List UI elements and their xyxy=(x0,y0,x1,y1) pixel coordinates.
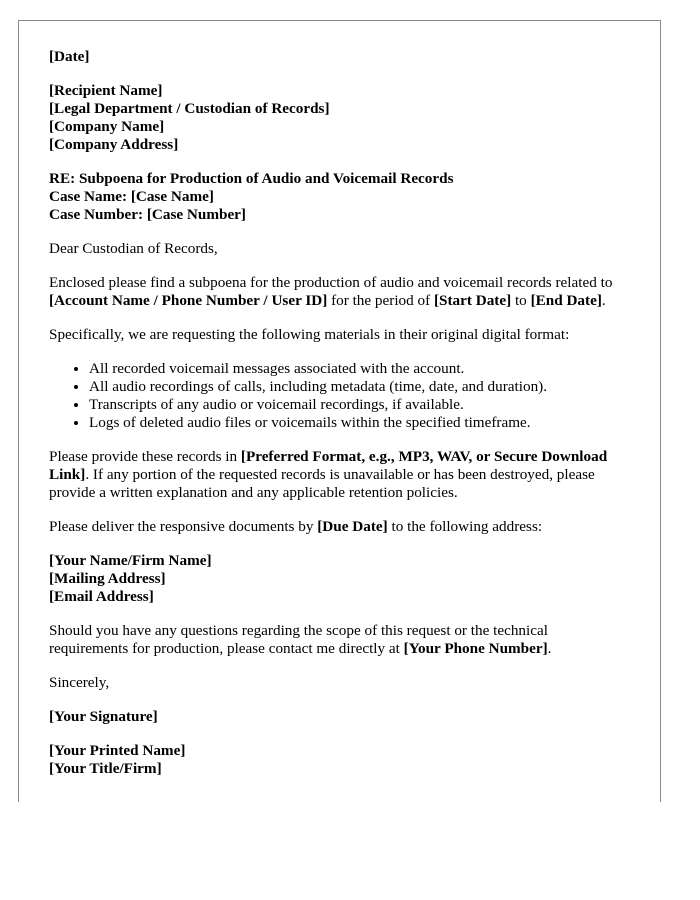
recipient-company: [Company Name] xyxy=(49,118,165,135)
sender-name: [Your Name/Firm Name] xyxy=(49,552,212,569)
case-number: Case Number: [Case Number] xyxy=(49,206,246,223)
sender-address-block xyxy=(49,552,630,606)
letter-page xyxy=(18,20,661,802)
list-item: • All recorded voicemail messages associated with the account. xyxy=(89,360,630,378)
list-item: • Transcripts of any audio or voicemail recordings, if available. xyxy=(89,396,630,414)
signer-block xyxy=(49,742,630,778)
recipient-department: [Legal Department / Custodian of Records] xyxy=(49,100,330,117)
para4-text-2: to the following address: xyxy=(387,518,543,535)
case-name: Case Name: [Case Name] xyxy=(49,188,214,205)
list-item: • Logs of deleted audio files or voicemails within the specified timeframe. xyxy=(89,414,630,432)
re-subject: RE: Subpoena for Production of Audio and Voicemail Records xyxy=(49,170,454,187)
para3-text-1: Please provide these records in xyxy=(49,448,241,465)
closing: Sincerely, xyxy=(49,674,110,691)
paragraph-deliver xyxy=(49,518,630,536)
para5-text-2: . xyxy=(547,640,552,657)
para1-text-3: to xyxy=(511,292,531,309)
due-date-placeholder: [Due Date] xyxy=(317,518,388,535)
requested-materials-list xyxy=(49,360,630,432)
recipient-address: [Company Address] xyxy=(49,136,179,153)
para4-text-1: Please deliver the responsive documents by xyxy=(49,518,318,535)
date-line xyxy=(49,48,630,66)
signature-line xyxy=(49,708,630,726)
re-block xyxy=(49,170,630,224)
paragraph-enclosed xyxy=(49,274,630,310)
para1-text-4: . xyxy=(601,292,606,309)
paragraph-specifically: Specifically, we are requesting the following materials in their original digital format: xyxy=(49,326,570,343)
start-date-placeholder: [Start Date] xyxy=(433,292,512,309)
account-placeholder: [Account Name / Phone Number / User ID] xyxy=(49,292,328,309)
date-text: [Date] xyxy=(49,48,90,65)
para1-text-1: Enclosed please find a subpoena for the production of audio and voicemail records related to xyxy=(49,274,613,291)
format-placeholder: [Preferred Format, e.g., MP3, WAV, or Secure Download Link] xyxy=(49,448,608,483)
para5-text-1: Should you have any questions regarding the scope of this request or the technical requirements for production, please contact me directly at xyxy=(49,622,548,657)
phone-placeholder: [Your Phone Number] xyxy=(403,640,548,657)
recipient-block xyxy=(49,82,630,154)
salutation: Dear Custodian of Records, xyxy=(49,240,218,257)
para1-text-2: for the period of xyxy=(327,292,434,309)
printed-name: [Your Printed Name] xyxy=(49,742,186,759)
para3-text-2: . If any portion of the requested records is unavailable or has been destroyed, please provide a written explanation and any applicable retention policies. xyxy=(49,466,595,501)
sender-mailing: [Mailing Address] xyxy=(49,570,166,587)
title-firm: [Your Title/Firm] xyxy=(49,760,162,777)
paragraph-format xyxy=(49,448,630,502)
end-date-placeholder: [End Date] xyxy=(530,292,602,309)
sender-email: [Email Address] xyxy=(49,588,154,605)
list-item: • All audio recordings of calls, including metadata (time, date, and duration). xyxy=(89,378,630,396)
recipient-name: [Recipient Name] xyxy=(49,82,163,99)
signature-placeholder: [Your Signature] xyxy=(49,708,158,725)
paragraph-questions xyxy=(49,622,630,658)
